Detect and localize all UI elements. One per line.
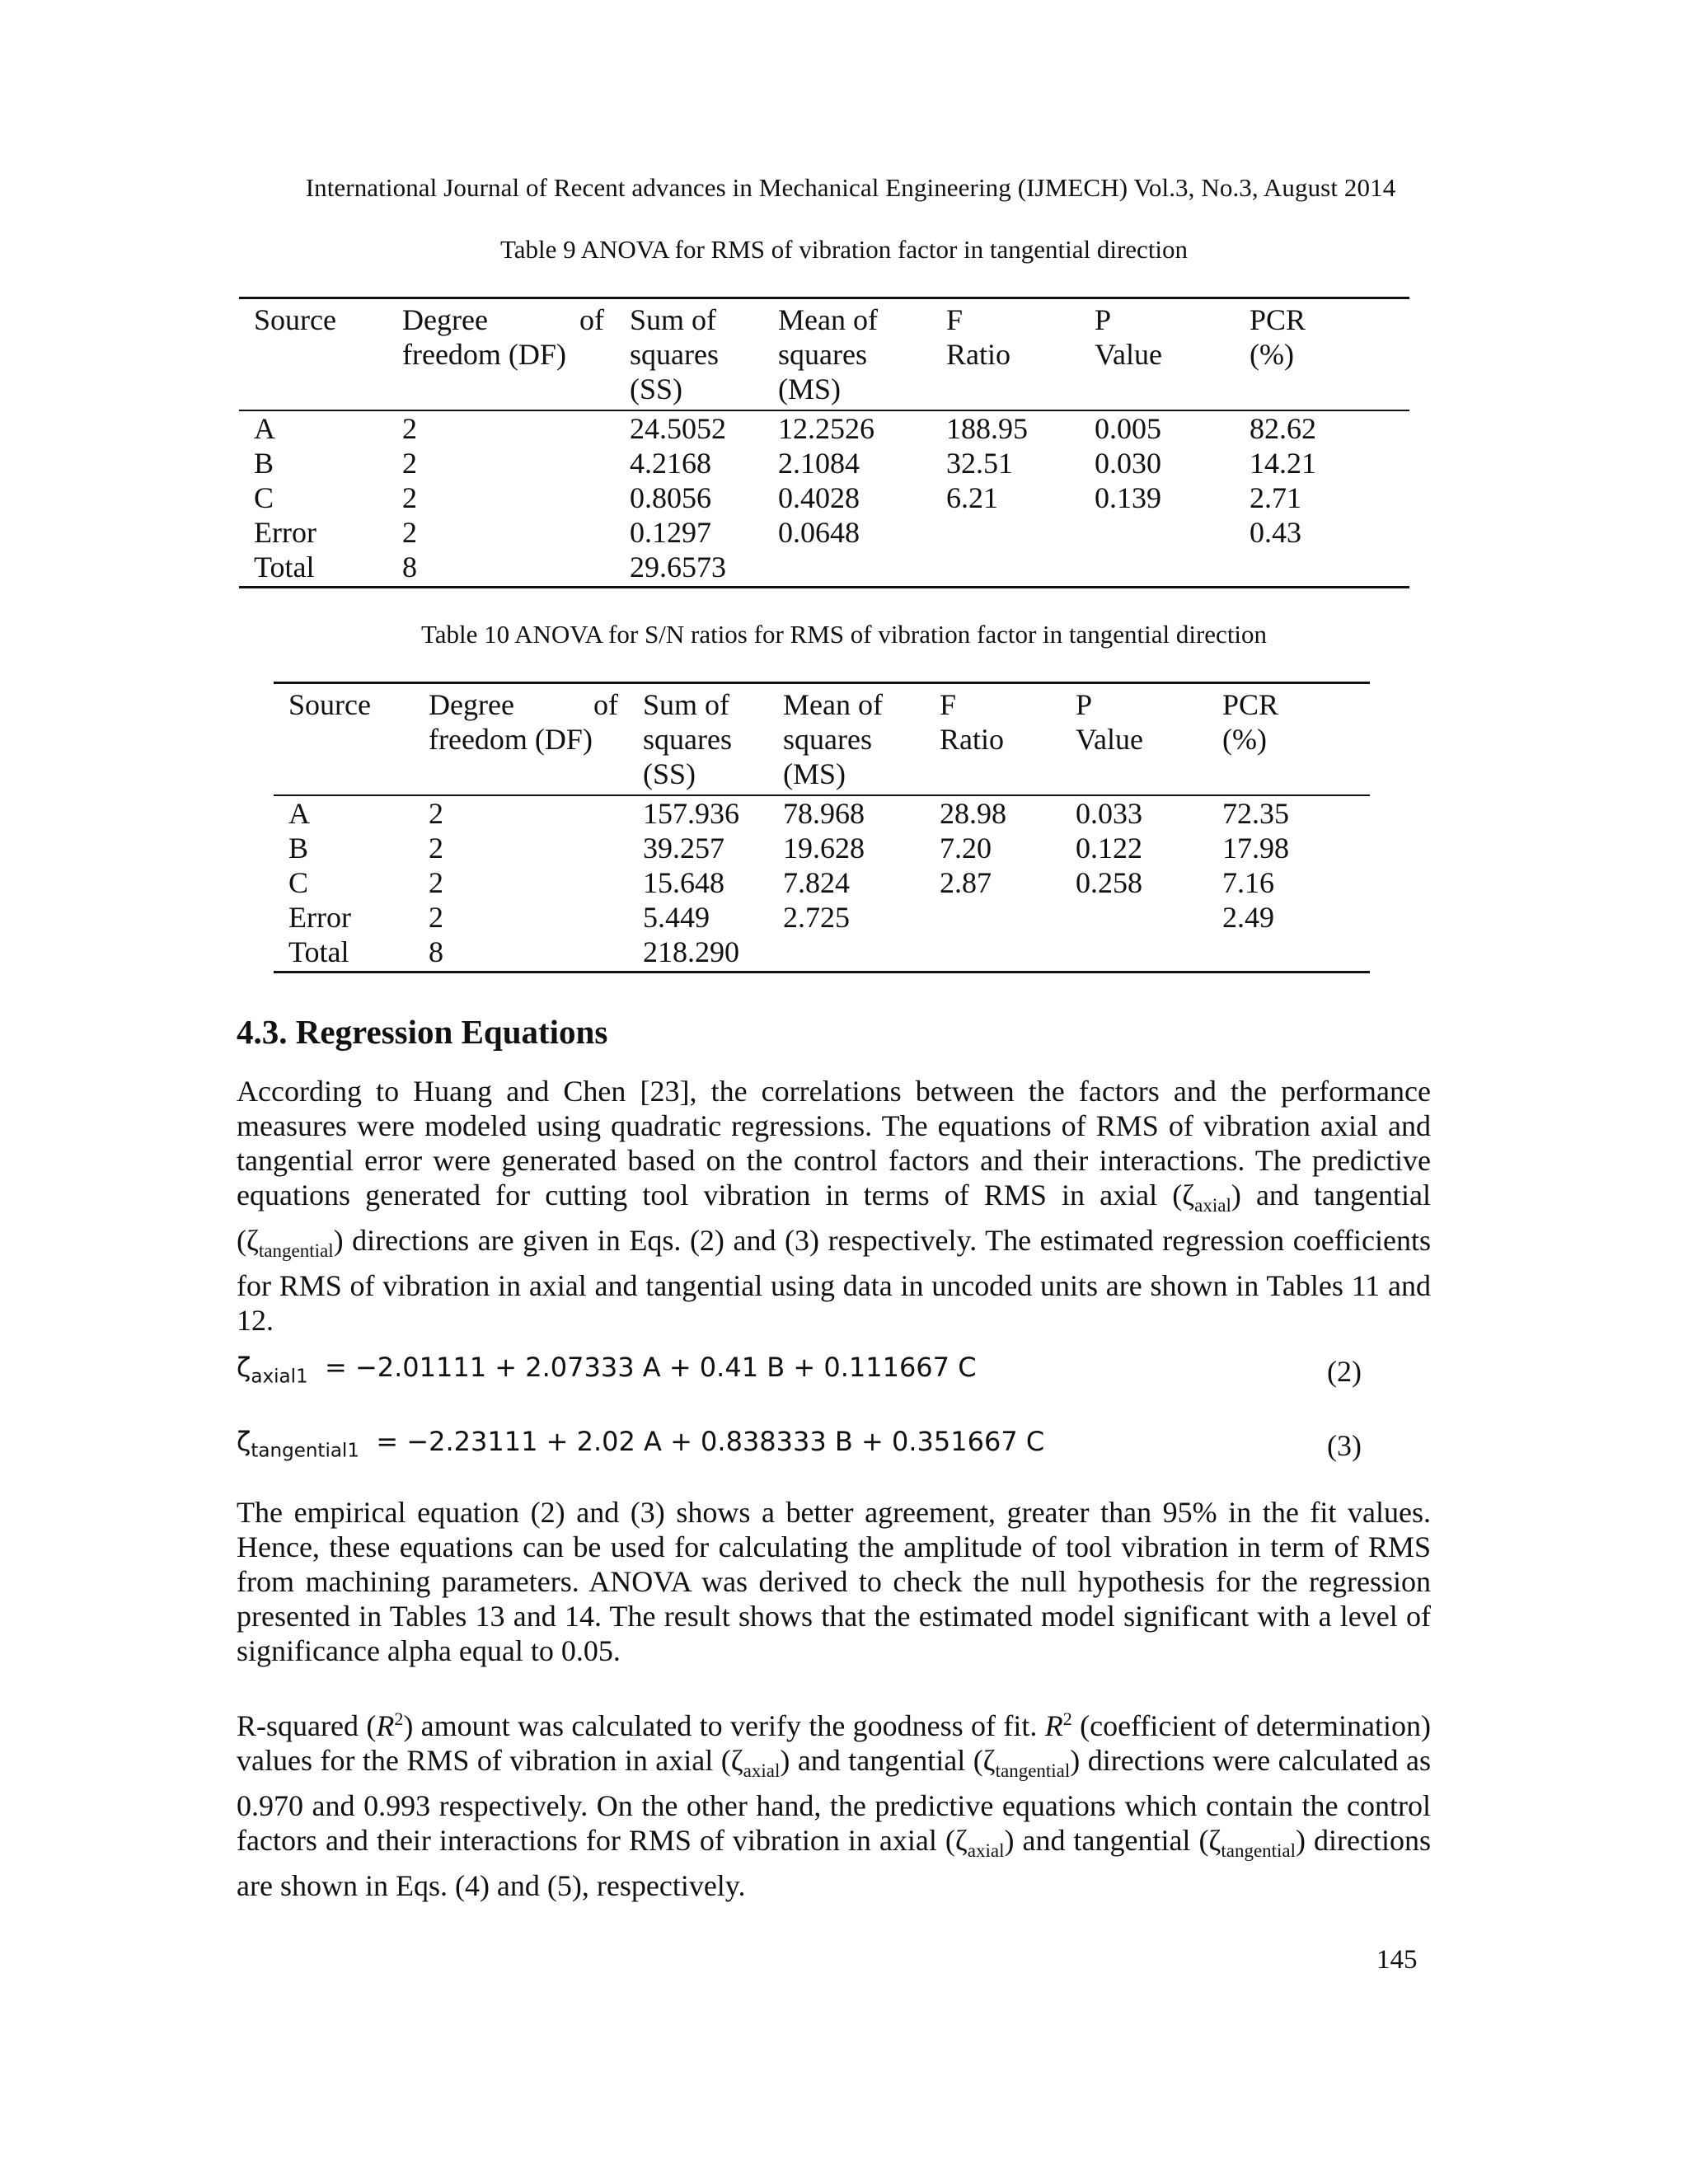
equation-2-number: (2): [1327, 1355, 1362, 1388]
equation-3-number: (3): [1327, 1429, 1362, 1462]
table9-header-pcr: PCR (%): [1250, 298, 1409, 411]
table10-header-row: [274, 683, 1370, 796]
table10-header-df: Degree of freedom (DF): [429, 683, 643, 796]
section-heading: 4.3. Regression Equations: [237, 1013, 608, 1051]
table-row: C 2 15.648 7.824 2.87 0.258 7.16: [288, 866, 1274, 899]
table-row: B 2 4.2168 2.1084 32.51 0.030 14.21: [254, 447, 1316, 480]
table10: [274, 682, 1370, 973]
table9-header-row: [239, 298, 1409, 411]
table-row: B 2 39.257 19.628 7.20 0.122 17.98: [288, 832, 1289, 865]
table9-header-f: F Ratio: [946, 298, 1095, 411]
paragraph-3: R-squared $(R^2)$ amount was calculated to verify the goodness of fit. $R^2$ (coefficient of determination) values for the RMS of vibration in axial $(\zeta_{axial})$ and tangential $(\zeta_{tangential})$ directions were calculated as 0.970 and 0.993 respectively. On the other hand, the predictive equations which contain the control factors and their interactions for RMS of vibration in axial $(\zeta_{axial})$ and tangential $(\zeta_{tangential})$ directions are shown in Eqs. (4) and (5), respectively.: [237, 1708, 1431, 1903]
table10-header-f: F Ratio: [940, 683, 1076, 796]
table-row: A 2 24.5052 12.2526 188.95 0.005 82.62: [239, 410, 1409, 446]
table9-header-source: Source: [254, 298, 402, 411]
equation-2: $\zeta_{axial1} = -2.01111 + 2.07333$ A + 0.41 B + 0.111667 C: [237, 1352, 977, 1388]
table-row: C 2 0.8056 0.4028 6.21 0.139 2.71: [254, 481, 1301, 514]
journal-header: International Journal of Recent advances in Mechanical Engineering (IJMECH) Vol.3, No.3, August 2014: [305, 173, 1396, 202]
table10-header-ss: Sum of squares (SS): [643, 683, 783, 796]
table-row: Total 8 29.6573: [239, 550, 1409, 588]
table9-caption: Table 9 ANOVA for RMS of vibration factor in tangential direction: [499, 235, 1189, 264]
table-row: Error 2 0.1297 0.0648 0.43: [254, 516, 1301, 549]
page-number: 145: [1376, 1945, 1418, 1975]
table10-header-pcr: PCR (%): [1222, 683, 1370, 796]
paragraph-2: The empirical equation (2) and (3) shows a better agreement, greater than 95% in the fit values. Hence, these equations can be used for calculating the amplitude of tool vibration in term of RMS from machining parameters. ANOVA was derived to check the null hypothesis for the regression presented in Tables 13 and 14. The result shows that the estimated model significant with a level of significance alpha equal to 0.05.: [237, 1496, 1431, 1667]
table-row: A 2 157.936 78.968 28.98 0.033 72.35: [274, 795, 1370, 831]
table-row: Error 2 5.449 2.725 2.49: [288, 901, 1274, 934]
table10-header-p: P Value: [1076, 683, 1222, 796]
table9-header-ss: Sum of squares (SS): [630, 298, 778, 411]
table9-header-df: Degree of freedom (DF): [402, 298, 630, 411]
table9-header-ms: Mean of squares (MS): [778, 298, 946, 411]
table10-caption: Table 10 ANOVA for S/N ratios for RMS of vibration factor in tangential direction: [420, 620, 1268, 649]
table10-header-ms: Mean of squares (MS): [783, 683, 940, 796]
table10-header-source: Source: [288, 683, 429, 796]
table9-header-p: P Value: [1095, 298, 1250, 411]
equation-3: $\zeta_{tangential1} = -2.23111 + 2.02$ A + 0.838333 B + 0.351667 C: [237, 1426, 1045, 1462]
table9: [239, 297, 1409, 588]
paragraph-1: According to Huang and Chen [23], the correlations between the factors and the performance measures were modeled using quadratic regressions. The equations of RMS of vibration axial and tangential error were generated based on the control factors and their interactions. The predictive equations generated for cutting tool vibration in terms of RMS in axial $(\zeta_{axial})$ and tangential $(\zeta_{tangential})$ directions are given in Eqs. (2) and (3) respectively. The estimated regression coefficients for RMS of vibration in axial and tangential using data in uncoded units are shown in Tables 11 and 12.: [237, 1075, 1431, 1338]
table-row: Total 8 218.290: [274, 935, 1370, 972]
